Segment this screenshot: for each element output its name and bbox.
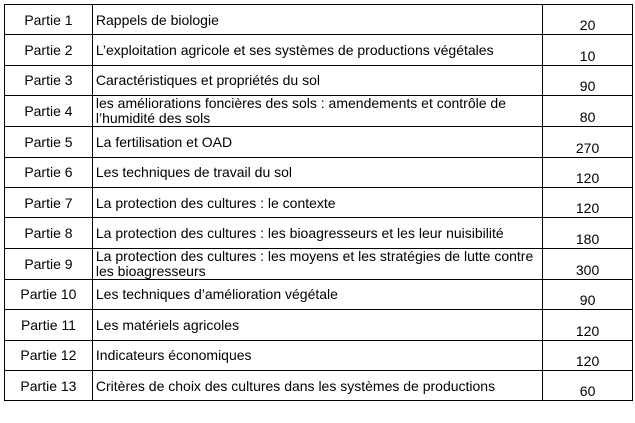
part-number-cell: Partie 9 bbox=[5, 248, 93, 279]
hours-cell: 80 bbox=[543, 96, 633, 127]
part-number-cell: Partie 6 bbox=[5, 157, 93, 187]
part-number-cell: Partie 10 bbox=[5, 279, 93, 309]
part-number-cell: Partie 8 bbox=[5, 218, 93, 248]
table-row bbox=[5, 127, 633, 157]
part-title-cell: La protection des cultures : le contexte bbox=[92, 187, 542, 217]
part-number-cell: Partie 13 bbox=[5, 370, 93, 400]
part-title-cell: les améliorations foncières des sols : amendements et contrôle de l’humidité des sols bbox=[92, 96, 542, 127]
hours-cell: 60 bbox=[543, 370, 633, 400]
part-title-cell: Les techniques de travail du sol bbox=[92, 157, 542, 187]
hours-cell: 120 bbox=[543, 157, 633, 187]
part-number-cell: Partie 11 bbox=[5, 310, 93, 340]
hours-cell: 90 bbox=[543, 279, 633, 309]
part-title-cell: Indicateurs économiques bbox=[92, 340, 542, 370]
table-row bbox=[5, 187, 633, 217]
table-row bbox=[5, 248, 633, 279]
part-number-cell: Partie 3 bbox=[5, 65, 93, 95]
table-row bbox=[5, 157, 633, 187]
part-title-cell: La protection des cultures : les moyens et les stratégies de lutte contre les bioagresseurs bbox=[92, 248, 542, 279]
part-title-cell: Rappels de biologie bbox=[92, 5, 542, 35]
part-title-cell: Les matériels agricoles bbox=[92, 310, 542, 340]
hours-cell: 120 bbox=[543, 340, 633, 370]
table-row bbox=[5, 65, 633, 95]
table-row bbox=[5, 5, 633, 35]
part-title-cell: Critères de choix des cultures dans les systèmes de productions bbox=[92, 370, 542, 400]
hours-cell: 90 bbox=[543, 65, 633, 95]
table-row bbox=[5, 340, 633, 370]
part-number-cell: Partie 2 bbox=[5, 35, 93, 65]
part-title-cell: Les techniques d’amélioration végétale bbox=[92, 279, 542, 309]
hours-cell: 270 bbox=[543, 127, 633, 157]
part-number-cell: Partie 1 bbox=[5, 5, 93, 35]
part-number-cell: Partie 12 bbox=[5, 340, 93, 370]
curriculum-table-body bbox=[5, 5, 633, 401]
part-number-cell: Partie 4 bbox=[5, 96, 93, 127]
hours-cell: 20 bbox=[543, 5, 633, 35]
part-title-cell: La protection des cultures : les bioagresseurs et les leur nuisibilité bbox=[92, 218, 542, 248]
hours-cell: 180 bbox=[543, 218, 633, 248]
part-number-cell: Partie 7 bbox=[5, 187, 93, 217]
table-row bbox=[5, 279, 633, 309]
hours-cell: 120 bbox=[543, 310, 633, 340]
table-row bbox=[5, 218, 633, 248]
table-row bbox=[5, 96, 633, 127]
part-number-cell: Partie 5 bbox=[5, 127, 93, 157]
part-title-cell: L’exploitation agricole et ses systèmes de productions végétales bbox=[92, 35, 542, 65]
table-row bbox=[5, 35, 633, 65]
curriculum-table bbox=[4, 4, 633, 401]
table-row bbox=[5, 310, 633, 340]
hours-cell: 120 bbox=[543, 187, 633, 217]
hours-cell: 10 bbox=[543, 35, 633, 65]
part-title-cell: Caractéristiques et propriétés du sol bbox=[92, 65, 542, 95]
part-title-cell: La fertilisation et OAD bbox=[92, 127, 542, 157]
table-row bbox=[5, 370, 633, 400]
hours-cell: 300 bbox=[543, 248, 633, 279]
